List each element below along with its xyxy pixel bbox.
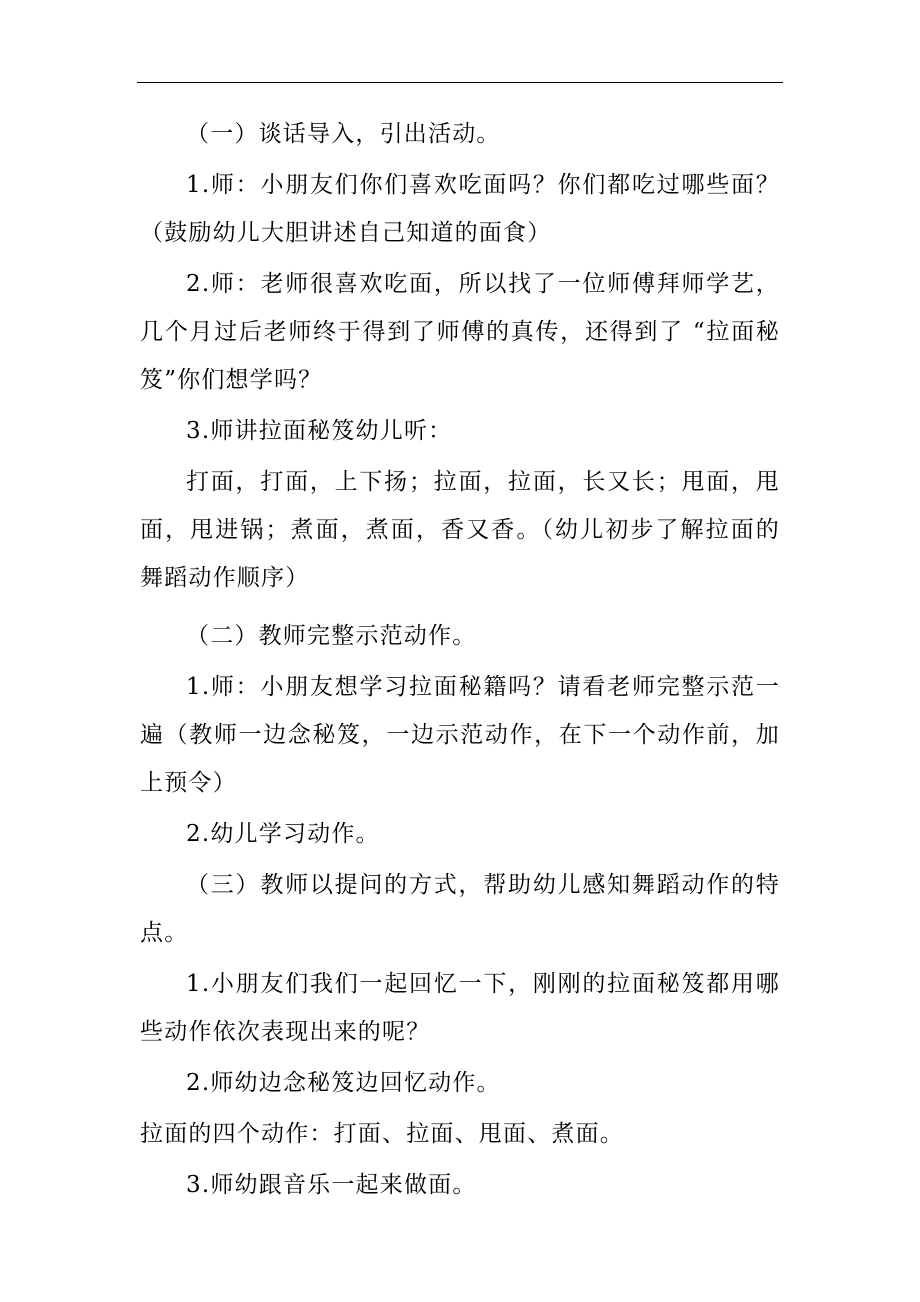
paragraph: 拉面的四个动作：打面、拉面、甩面、煮面。 [140,1121,624,1147]
section-heading-3: （三）教师以提问的方式，帮助幼儿感知舞蹈动作的特点。 [140,872,780,946]
paragraph: 3.师讲拉面秘笈幼儿听： [186,418,453,444]
paragraph: 1.小朋友们我们一起回忆一下，刚刚的拉面秘笈都用哪些动作依次表现出来的呢？ [140,971,780,1045]
paragraph: 1.师：小朋友想学习拉面秘籍吗？请看老师完整示范一遍（教师一边念秘笈，一边示范动作，在下一个动作前，加上预令） [140,674,780,796]
paragraph: 3.师幼跟音乐一起来做面。 [186,1172,477,1198]
section-heading-2: （二）教师完整示范动作。 [186,623,477,649]
paragraph: 2.师：老师很喜欢吃面，所以找了一位师傅拜师学艺，几个月过后老师终于得到了师傅的真传，还得到了 “拉面秘笈”你们想学吗？ [140,271,780,393]
paragraph: 2.师幼边念秘笈边回忆动作。 [186,1070,501,1096]
paragraph: 打面，打面，上下扬；拉面，拉面，长又长；甩面，甩面，甩进锅；煮面，煮面，香又香。（幼儿初步了解拉面的舞蹈动作顺序） [140,469,780,591]
document-body [140,110,780,1212]
section-heading-1: （一）谈话导入，引出活动。 [186,121,501,147]
paragraph: 1.师：小朋友们你们喜欢吃面吗？你们都吃过哪些面？（鼓励幼儿大胆讲述自己知道的面食） [140,172,780,246]
header-rule [137,82,783,83]
paragraph: 2.幼儿学习动作。 [186,821,380,847]
